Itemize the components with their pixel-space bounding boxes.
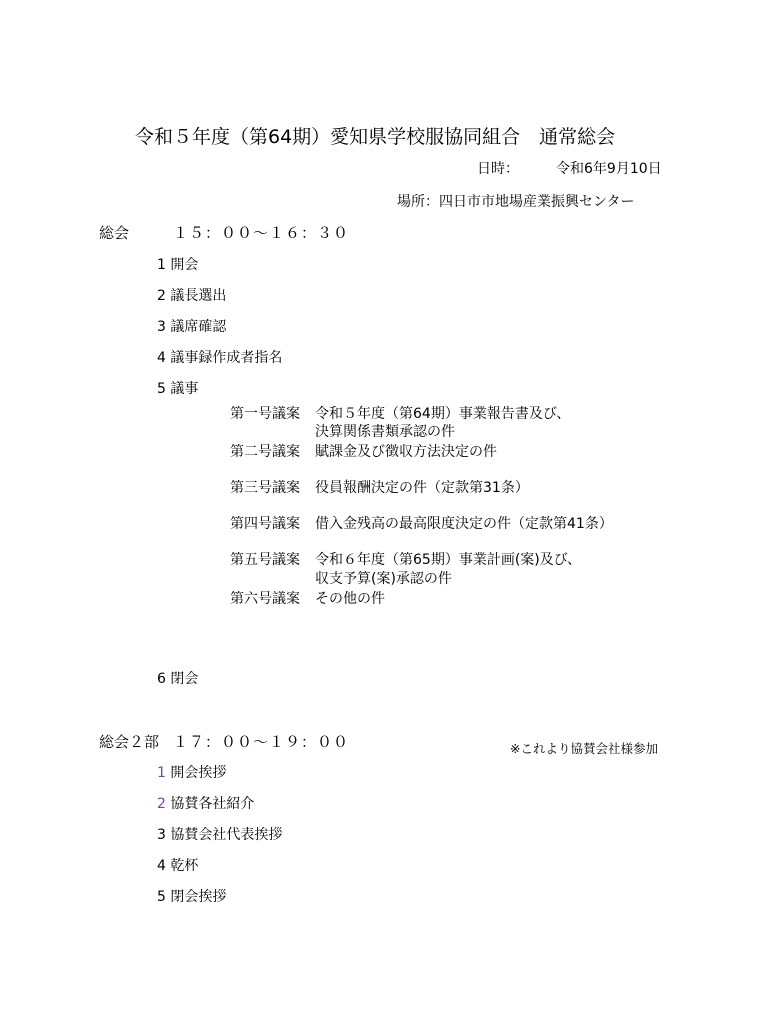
item-number: 5 <box>157 381 166 397</box>
agenda-number: 第一号議案 <box>230 406 300 422</box>
item-text: 閉会挨拶 <box>170 889 227 905</box>
item-text: 議事録作成者指名 <box>170 350 283 366</box>
item-number: 6 <box>157 671 166 687</box>
item-number: 2 <box>157 288 166 304</box>
agenda-text: その他の件 <box>315 591 385 607</box>
session1-time: １５：００～１６：３０ <box>173 224 350 242</box>
session2-item <box>157 828 282 842</box>
session2-item <box>157 890 226 904</box>
session2-time: １７：００～１９：００ <box>173 733 350 751</box>
agenda-text: 令和５年度（第64期）事業報告書及び、 <box>315 406 571 422</box>
item-text: 協賛各社紹介 <box>170 796 255 812</box>
item-text: 開会挨拶 <box>170 765 227 781</box>
session1-item <box>157 382 198 396</box>
agenda-text: 借入金残高の最高限度決定の件（定款第41条） <box>315 516 613 532</box>
venue: 場所：四日市市地場産業振興センター <box>397 194 635 210</box>
agenda-text: 決算関係書類承認の件 <box>315 424 455 440</box>
session1-item <box>157 351 282 365</box>
agenda-text: 令和６年度（第65期）事業計画(案)及び、 <box>315 552 582 568</box>
item-number: 3 <box>157 319 166 335</box>
agenda-number: 第四号議案 <box>230 516 300 532</box>
page-title: 令和５年度（第64期）愛知県学校服協同組合 通常総会 <box>135 126 616 148</box>
item-number: 1 <box>157 257 166 273</box>
item-text: 開会 <box>170 257 199 273</box>
session1-item <box>157 258 198 272</box>
session1-closing <box>157 672 198 686</box>
agenda-number: 第五号議案 <box>230 552 300 568</box>
item-text: 議席確認 <box>170 319 227 335</box>
agenda-number: 第二号議案 <box>230 444 300 460</box>
item-number: 4 <box>157 858 166 874</box>
item-number: 5 <box>157 889 166 905</box>
item-text: 議事 <box>170 381 199 397</box>
session1-item <box>157 289 226 303</box>
item-text: 議長選出 <box>170 288 227 304</box>
session2-item <box>157 766 226 780</box>
date-value: 令和6年9月10日 <box>556 161 662 177</box>
item-text: 乾杯 <box>170 858 199 874</box>
item-number: 1 <box>157 765 166 781</box>
session2-label: 総会２部 <box>99 733 160 751</box>
agenda-text: 収支予算(案)承認の件 <box>315 571 452 587</box>
item-number: 2 <box>157 796 166 812</box>
agenda-number: 第三号議案 <box>230 480 300 496</box>
item-number: 4 <box>157 350 166 366</box>
agenda-number: 第六号議案 <box>230 591 300 607</box>
session1-label: 総会 <box>99 224 130 242</box>
agenda-text: 賦課金及び徴収方法決定の件 <box>315 444 497 460</box>
item-text: 閉会 <box>170 671 199 687</box>
session1-item <box>157 320 226 334</box>
agenda-text: 役員報酬決定の件（定款第31条） <box>315 480 529 496</box>
sponsor-note: ※これより協賛会社様参加 <box>510 741 658 756</box>
session2-item <box>157 859 198 873</box>
item-number: 3 <box>157 827 166 843</box>
item-text: 協賛会社代表挨拶 <box>170 827 283 843</box>
date-label: 日時： <box>477 161 519 177</box>
session2-item <box>157 797 254 811</box>
